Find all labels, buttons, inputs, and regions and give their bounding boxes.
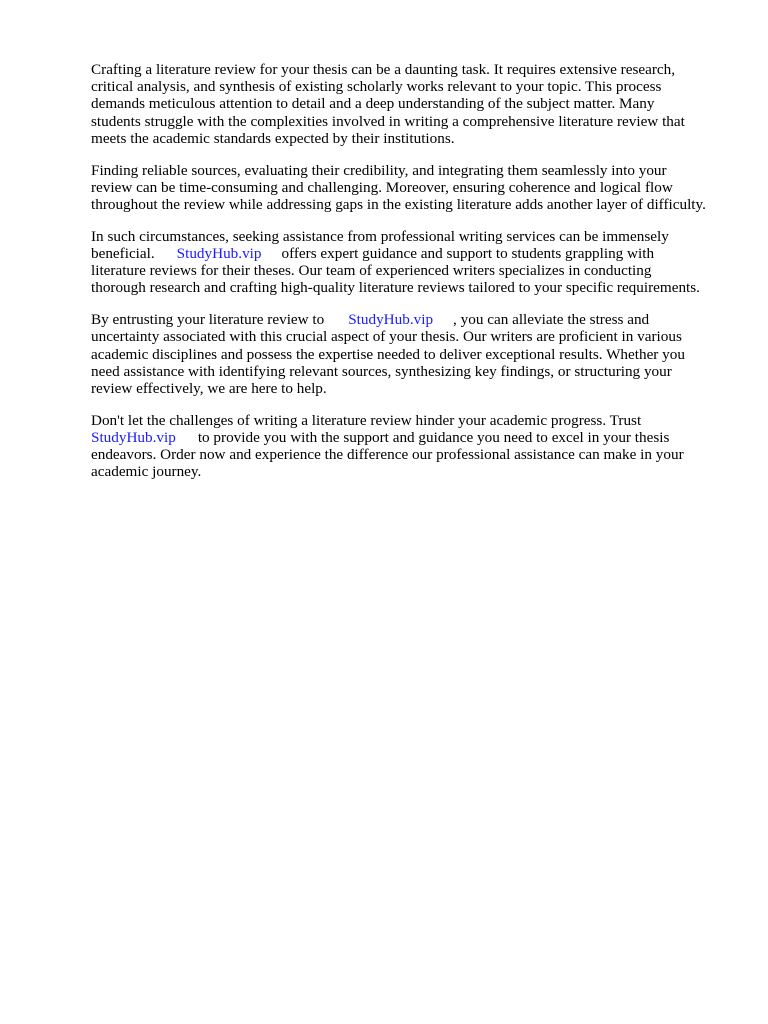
text-segment: beneficial. (91, 245, 155, 263)
studyhub-link[interactable]: StudyHub.vip (91, 429, 176, 447)
studyhub-link[interactable]: StudyHub.vip (348, 311, 434, 329)
text-line: review effectively, we are here to help. (91, 380, 327, 398)
text-line: demands meticulous attention to detail and a deep understanding of the subject matter. Many (91, 95, 655, 113)
text-line: throughout the review while addressing gaps in the existing literature adds another layer of difficulty. (91, 196, 706, 214)
text-line-with-link (91, 245, 731, 262)
studyhub-link[interactable]: StudyHub.vip (176, 245, 262, 263)
text-line: uncertainty associated with this crucial aspect of your thesis. Our writers are proficient in various (91, 328, 682, 346)
text-line: review can be time-consuming and challenging. Moreover, ensuring coherence and logical flow (91, 178, 673, 196)
paragraph-assistance (91, 228, 731, 297)
text-line: critical analysis, and synthesis of existing scholarly works relevant to your topic. This process (91, 78, 662, 96)
document-body (91, 61, 731, 495)
text-line: endeavors. Order now and experience the difference our professional assistance can make in your (91, 446, 684, 464)
text-line: academic disciplines and possess the expertise needed to deliver exceptional results. Whether you (91, 345, 685, 363)
text-line: thorough research and crafting high-quality literature reviews tailored to your specific requirements. (91, 279, 700, 297)
text-segment: offers expert guidance and support to students grappling with (281, 245, 655, 263)
text-line-with-link (91, 311, 731, 328)
text-line-with-link (91, 429, 731, 446)
text-segment: to provide you with the support and guidance you need to excel in your thesis (197, 429, 670, 447)
text-line: Don't let the challenges of writing a literature review hinder your academic progress. Trust (91, 411, 642, 429)
paragraph-challenges (91, 162, 731, 214)
text-line: Crafting a literature review for your thesis can be a daunting task. It requires extensive research, (91, 61, 676, 78)
text-line: meets the academic standards expected by their institutions. (91, 129, 455, 147)
text-line: academic journey. (91, 463, 202, 481)
paragraph-call-to-action (91, 412, 731, 481)
text-line: need assistance with identifying relevant sources, synthesizing key findings, or structuring your (91, 362, 672, 380)
text-line: literature reviews for their theses. Our team of experienced writers specializes in conducting (91, 262, 652, 280)
text-line: Finding reliable sources, evaluating their credibility, and integrating them seamlessly into your (91, 161, 667, 179)
paragraph-entrusting (91, 311, 731, 397)
text-segment: By entrusting your literature review to (91, 311, 325, 329)
text-line: students struggle with the complexities involved in writing a comprehensive literature review that (91, 112, 685, 130)
text-segment: , you can alleviate the stress and (453, 311, 650, 329)
text-line: In such circumstances, seeking assistance from professional writing services can be immensely (91, 227, 669, 245)
paragraph-intro (91, 61, 731, 147)
